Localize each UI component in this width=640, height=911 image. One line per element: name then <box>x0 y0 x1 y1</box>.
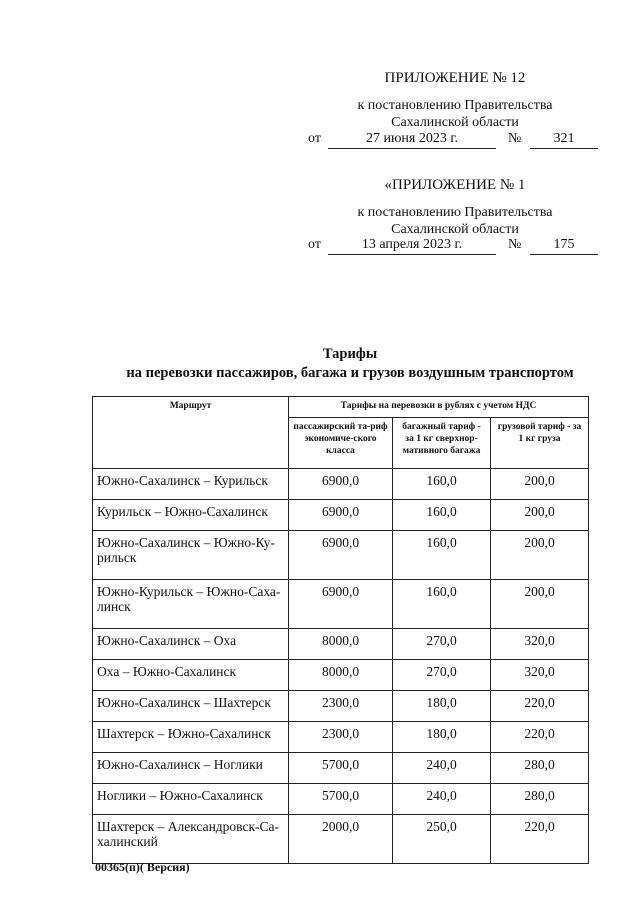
table-row <box>93 815 589 864</box>
passenger-tariff-cell: 8000,0 <box>289 629 393 660</box>
table-row <box>93 722 589 753</box>
baggage-tariff-cell: 160,0 <box>393 531 491 580</box>
annex-original-line1: к постановлению Правительства <box>357 205 553 220</box>
table-row <box>93 753 589 784</box>
annex-original-from-label: от <box>308 237 321 252</box>
baggage-tariff-cell: 250,0 <box>393 815 491 864</box>
passenger-tariff-header: пассажирский та-риф экономиче-ского класса <box>289 418 393 469</box>
passenger-tariff-cell: 6900,0 <box>289 469 393 500</box>
table-row <box>93 784 589 815</box>
baggage-tariff-cell: 160,0 <box>393 500 491 531</box>
cargo-tariff-cell: 220,0 <box>491 722 589 753</box>
annex-current-number: 321 <box>530 131 598 149</box>
route-cell: Южно-Курильск – Южно-Саха-линск <box>93 580 289 629</box>
annex-current-number-label: № <box>508 131 522 146</box>
passenger-tariff-cell: 2000,0 <box>289 815 393 864</box>
passenger-tariff-cell: 5700,0 <box>289 784 393 815</box>
cargo-tariff-cell: 200,0 <box>491 469 589 500</box>
annex-current-date: 27 июня 2023 г. <box>328 131 496 149</box>
table-row <box>93 500 589 531</box>
route-cell: Южно-Сахалинск – Курильск <box>93 469 289 500</box>
baggage-tariff-cell: 160,0 <box>393 469 491 500</box>
annex-original-number: 175 <box>530 237 598 255</box>
table-row <box>93 629 589 660</box>
passenger-tariff-cell: 2300,0 <box>289 691 393 722</box>
document-heading-subtitle: на перевозки пассажиров, багажа и грузов воздушным транспортом <box>126 365 574 381</box>
passenger-tariff-cell: 2300,0 <box>289 722 393 753</box>
annex-current-title-text: ПРИЛОЖЕНИЕ № 12 <box>384 70 526 86</box>
route-cell: Шахтерск – Александровск-Са-халинский <box>93 815 289 864</box>
annex-current-line2: Сахалинской области <box>391 115 519 130</box>
document-heading-title: Тарифы <box>322 346 378 362</box>
cargo-tariff-cell: 320,0 <box>491 629 589 660</box>
route-cell: Ноглики – Южно-Сахалинск <box>93 784 289 815</box>
annex-current-title <box>300 70 610 87</box>
cargo-tariff-cell: 220,0 <box>491 691 589 722</box>
cargo-tariff-cell: 200,0 <box>491 500 589 531</box>
baggage-tariff-cell: 240,0 <box>393 784 491 815</box>
annex-current-reference <box>300 97 610 131</box>
passenger-tariff-cell: 6900,0 <box>289 531 393 580</box>
passenger-tariff-cell: 6900,0 <box>289 500 393 531</box>
cargo-tariff-cell: 200,0 <box>491 531 589 580</box>
route-cell: Курильск – Южно-Сахалинск <box>93 500 289 531</box>
cargo-tariff-cell: 280,0 <box>491 784 589 815</box>
tariff-table <box>92 396 589 864</box>
cargo-tariff-cell: 280,0 <box>491 753 589 784</box>
baggage-tariff-header: багажный тариф - за 1 кг сверхнор-мативного багажа <box>393 418 491 469</box>
route-cell: Южно-Сахалинск – Шахтерск <box>93 691 289 722</box>
table-row <box>93 660 589 691</box>
table-row <box>93 580 589 629</box>
annex-current-from-label: от <box>308 131 321 146</box>
tariff-group-header: Тарифы на перевозки в рублях с учетом НДС <box>289 397 589 418</box>
table-row <box>93 469 589 500</box>
cargo-tariff-cell: 200,0 <box>491 580 589 629</box>
baggage-tariff-cell: 160,0 <box>393 580 491 629</box>
annex-current-line1: к постановлению Правительства <box>357 98 553 113</box>
baggage-tariff-cell: 180,0 <box>393 691 491 722</box>
cargo-tariff-cell: 320,0 <box>491 660 589 691</box>
passenger-tariff-cell: 6900,0 <box>289 580 393 629</box>
annex-original-title-text: «ПРИЛОЖЕНИЕ № 1 <box>384 177 526 193</box>
baggage-tariff-cell: 270,0 <box>393 660 491 691</box>
passenger-tariff-cell: 8000,0 <box>289 660 393 691</box>
annex-original-number-label: № <box>508 237 522 252</box>
route-column-header: Маршрут <box>93 397 289 469</box>
passenger-tariff-cell: 5700,0 <box>289 753 393 784</box>
annex-original-title <box>300 177 610 194</box>
route-cell: Шахтерск – Южно-Сахалинск <box>93 722 289 753</box>
route-cell: Южно-Сахалинск – Оха <box>93 629 289 660</box>
cargo-tariff-cell: 220,0 <box>491 815 589 864</box>
document-code: 00365(п)( Версия) <box>95 860 190 874</box>
cargo-tariff-header: грузовой тариф - за 1 кг груза <box>491 418 589 469</box>
baggage-tariff-cell: 270,0 <box>393 629 491 660</box>
annex-original-date: 13 апреля 2023 г. <box>328 237 496 255</box>
table-row <box>93 531 589 580</box>
route-cell: Южно-Сахалинск – Южно-Ку-рильск <box>93 531 289 580</box>
table-row <box>93 691 589 722</box>
annex-original-line2: Сахалинской области <box>391 222 519 237</box>
annex-original-reference <box>300 204 610 238</box>
route-cell: Оха – Южно-Сахалинск <box>93 660 289 691</box>
baggage-tariff-cell: 240,0 <box>393 753 491 784</box>
baggage-tariff-cell: 180,0 <box>393 722 491 753</box>
route-cell: Южно-Сахалинск – Ноглики <box>93 753 289 784</box>
